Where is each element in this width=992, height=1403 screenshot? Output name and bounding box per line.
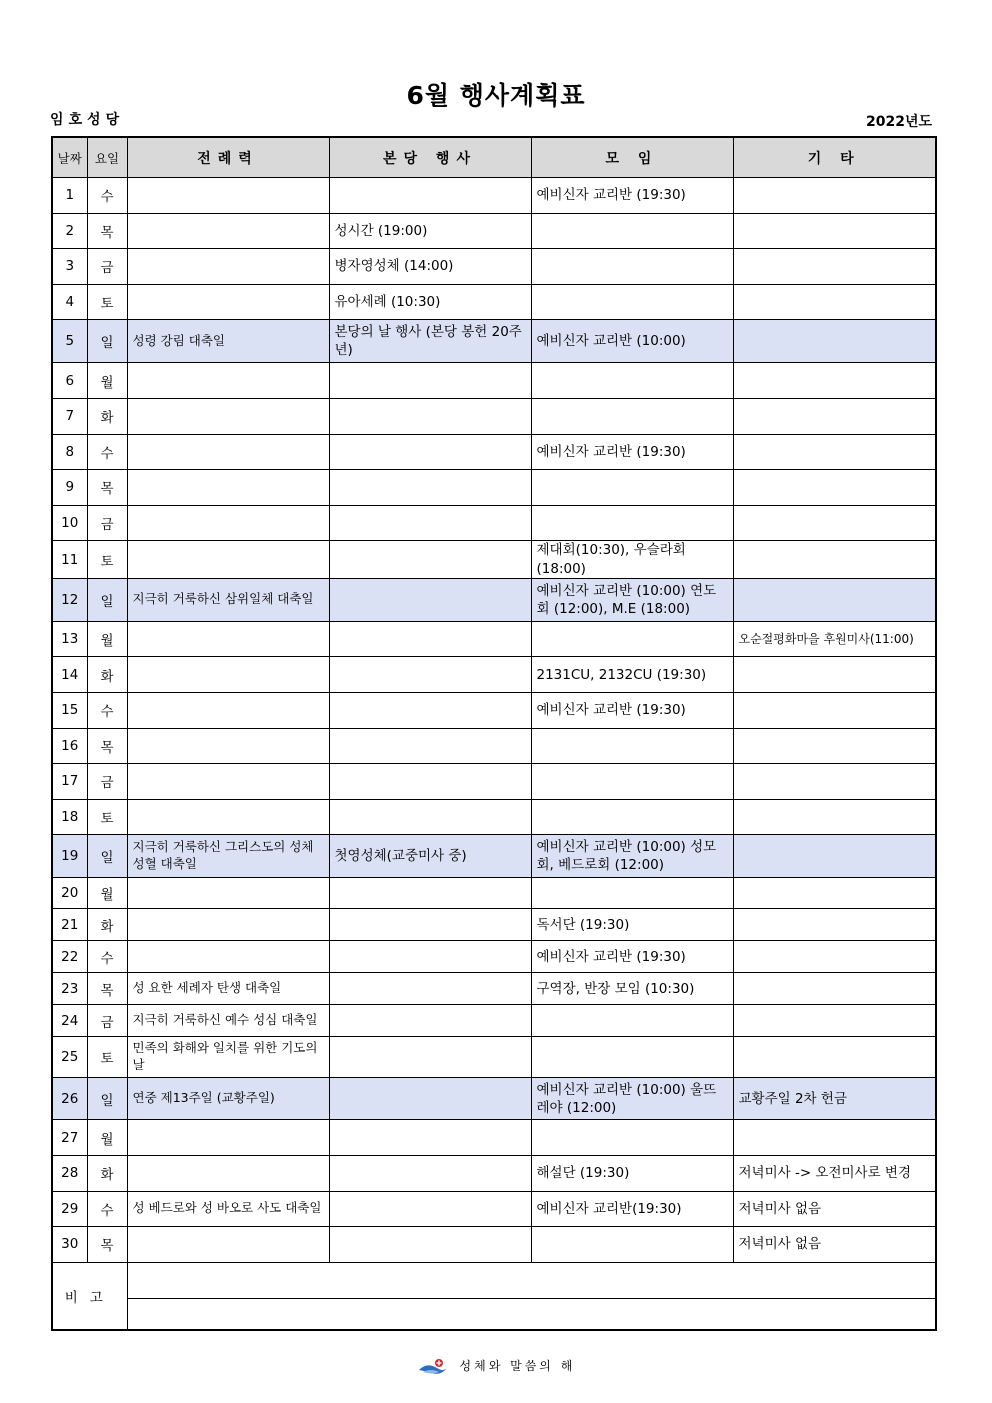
cell-liturgy: 성 베드로와 성 바오로 사도 대축일 [127, 1191, 329, 1227]
cell-dow: 수 [87, 434, 127, 470]
cell-event: 유아세례 (10:30) [329, 284, 531, 320]
cell-other: 오순절평화마을 후원미사(11:00) [733, 621, 936, 657]
cell-dow: 화 [87, 1155, 127, 1191]
table-row [52, 692, 936, 728]
cell-meeting: 제대회(10:30), 우슬라회(18:00) [531, 541, 733, 578]
cell-dow: 토 [87, 541, 127, 578]
cell-date: 16 [52, 728, 87, 764]
table-row [52, 909, 936, 941]
cell-date: 18 [52, 799, 87, 835]
cell-dow: 월 [87, 363, 127, 399]
table-row [52, 363, 936, 399]
cell-dow: 일 [87, 835, 127, 878]
cell-date: 6 [52, 363, 87, 399]
table-row [52, 621, 936, 657]
table-body [52, 178, 936, 1263]
table-row [52, 284, 936, 320]
cell-liturgy: 성령 강림 대축일 [127, 320, 329, 363]
cell-other [733, 657, 936, 693]
cell-date: 11 [52, 541, 87, 578]
cell-date: 29 [52, 1191, 87, 1227]
table-row [52, 541, 936, 578]
cell-dow: 금 [87, 1005, 127, 1037]
cell-date: 27 [52, 1120, 87, 1156]
cell-meeting: 2131CU, 2132CU (19:30) [531, 657, 733, 693]
remarks-line-1 [127, 1262, 936, 1298]
remarks-line-2 [127, 1298, 936, 1330]
cell-event [329, 692, 531, 728]
cell-meeting: 예비신자 교리반 (19:30) [531, 178, 733, 214]
cell-other [733, 878, 936, 909]
cell-meeting [531, 284, 733, 320]
cell-meeting [531, 213, 733, 249]
table-row [52, 249, 936, 285]
cell-meeting: 예비신자 교리반 (10:00) 성모회, 베드로회 (12:00) [531, 835, 733, 878]
cell-other [733, 541, 936, 578]
cell-dow: 월 [87, 878, 127, 909]
page-title: 6월 행사계획표 [406, 81, 586, 110]
cell-dow: 토 [87, 284, 127, 320]
cell-dow: 화 [87, 398, 127, 434]
cell-event [329, 878, 531, 909]
cell-liturgy [127, 284, 329, 320]
table-row [52, 657, 936, 693]
cell-liturgy [127, 1120, 329, 1156]
cell-dow: 토 [87, 799, 127, 835]
table-row [52, 1227, 936, 1263]
cell-other [733, 284, 936, 320]
cell-dow: 금 [87, 249, 127, 285]
cell-date: 2 [52, 213, 87, 249]
remarks-row-2 [52, 1298, 936, 1330]
cell-other [733, 578, 936, 621]
cell-event [329, 799, 531, 835]
cell-liturgy [127, 941, 329, 973]
cell-other [733, 799, 936, 835]
cell-other [733, 973, 936, 1005]
table-row [52, 1005, 936, 1037]
cell-event [329, 1078, 531, 1120]
cell-date: 15 [52, 692, 87, 728]
cell-dow: 화 [87, 909, 127, 941]
cell-date: 28 [52, 1155, 87, 1191]
cell-meeting [531, 764, 733, 800]
cell-dow: 월 [87, 621, 127, 657]
cell-event [329, 178, 531, 214]
cell-meeting [531, 1120, 733, 1156]
cell-other: 저녁미사 없음 [733, 1191, 936, 1227]
cell-other [733, 398, 936, 434]
cell-date: 1 [52, 178, 87, 214]
cell-meeting: 예비신자 교리반 (10:00) 연도회 (12:00), M.E (18:00) [531, 578, 733, 621]
cell-liturgy [127, 470, 329, 506]
cell-other [733, 835, 936, 878]
table-row [52, 505, 936, 541]
cell-dow: 금 [87, 505, 127, 541]
table-row [52, 878, 936, 909]
table-row [52, 470, 936, 506]
cell-event [329, 505, 531, 541]
cell-other [733, 1005, 936, 1037]
cell-liturgy [127, 505, 329, 541]
cell-liturgy: 성 요한 세례자 탄생 대축일 [127, 973, 329, 1005]
cell-dow: 목 [87, 470, 127, 506]
cell-date: 19 [52, 835, 87, 878]
cell-date: 17 [52, 764, 87, 800]
cell-other [733, 249, 936, 285]
cell-liturgy: 민족의 화해와 일치를 위한 기도의 날 [127, 1037, 329, 1078]
cell-liturgy [127, 728, 329, 764]
header-liturgy: 전례력 [127, 137, 329, 178]
cell-liturgy [127, 621, 329, 657]
cell-dow: 금 [87, 764, 127, 800]
cell-date: 14 [52, 657, 87, 693]
cell-date: 21 [52, 909, 87, 941]
cell-liturgy [127, 213, 329, 249]
cell-other [733, 692, 936, 728]
cell-event [329, 1227, 531, 1263]
cell-meeting [531, 621, 733, 657]
event-plan-table [51, 136, 937, 1331]
table-row [52, 1078, 936, 1120]
cell-liturgy [127, 764, 329, 800]
cell-liturgy [127, 909, 329, 941]
cell-other [733, 213, 936, 249]
cell-meeting: 독서단 (19:30) [531, 909, 733, 941]
cell-dow: 화 [87, 657, 127, 693]
cell-dow: 일 [87, 320, 127, 363]
cell-event [329, 764, 531, 800]
table-row [52, 1191, 936, 1227]
cell-other [733, 1037, 936, 1078]
parish-name: 임호성당 [50, 112, 125, 128]
cell-meeting: 예비신자 교리반 (10:00) [531, 320, 733, 363]
cell-other: 저녁미사 -> 오전미사로 변경 [733, 1155, 936, 1191]
cell-event [329, 1120, 531, 1156]
cell-meeting: 예비신자 교리반 (19:30) [531, 941, 733, 973]
cell-other [733, 764, 936, 800]
cell-meeting [531, 470, 733, 506]
cell-liturgy [127, 799, 329, 835]
cell-meeting [531, 1227, 733, 1263]
cell-meeting [531, 799, 733, 835]
cell-event [329, 657, 531, 693]
cell-other [733, 1120, 936, 1156]
cell-dow: 목 [87, 213, 127, 249]
remarks-label: 비고 [52, 1262, 127, 1330]
cell-meeting [531, 1037, 733, 1078]
cell-dow: 일 [87, 578, 127, 621]
cell-liturgy [127, 398, 329, 434]
cell-dow: 수 [87, 1191, 127, 1227]
table-row [52, 728, 936, 764]
cell-other [733, 728, 936, 764]
cell-liturgy [127, 1227, 329, 1263]
cell-event [329, 470, 531, 506]
cell-meeting [531, 363, 733, 399]
table-row [52, 1155, 936, 1191]
cell-dow: 수 [87, 178, 127, 214]
cell-event [329, 1191, 531, 1227]
table-row [52, 398, 936, 434]
cell-liturgy: 지극히 거룩하신 예수 성심 대축일 [127, 1005, 329, 1037]
cell-liturgy: 지극히 거룩하신 그리스도의 성체 성혈 대축일 [127, 835, 329, 878]
cell-liturgy [127, 249, 329, 285]
header-meetings: 모 임 [531, 137, 733, 178]
cell-other [733, 320, 936, 363]
cell-event: 첫영성체(교중미사 중) [329, 835, 531, 878]
cell-event: 성시간 (19:00) [329, 213, 531, 249]
year-label: 2022년도 [865, 114, 932, 130]
cell-other [733, 363, 936, 399]
cell-event [329, 541, 531, 578]
cell-meeting [531, 505, 733, 541]
table-row [52, 178, 936, 214]
cell-event: 병자영성체 (14:00) [329, 249, 531, 285]
cell-meeting: 해설단 (19:30) [531, 1155, 733, 1191]
cell-liturgy [127, 692, 329, 728]
cell-dow: 목 [87, 728, 127, 764]
cell-event [329, 434, 531, 470]
cell-event [329, 909, 531, 941]
cell-dow: 월 [87, 1120, 127, 1156]
footer [0, 1357, 992, 1376]
table-row [52, 578, 936, 621]
cell-date: 10 [52, 505, 87, 541]
table-row [52, 764, 936, 800]
cell-dow: 수 [87, 941, 127, 973]
cell-liturgy [127, 363, 329, 399]
header-events: 본당 행사 [329, 137, 531, 178]
cell-event [329, 1037, 531, 1078]
cell-liturgy [127, 657, 329, 693]
header-date: 날짜 [52, 137, 87, 178]
cell-event [329, 973, 531, 1005]
cell-meeting: 예비신자 교리반 (19:30) [531, 692, 733, 728]
cell-date: 24 [52, 1005, 87, 1037]
cell-date: 12 [52, 578, 87, 621]
header-dow: 요일 [87, 137, 127, 178]
cell-meeting: 예비신자 교리반 (10:00) 울뜨레야 (12:00) [531, 1078, 733, 1120]
cell-date: 8 [52, 434, 87, 470]
cell-liturgy: 연중 제13주일 (교황주일) [127, 1078, 329, 1120]
cell-date: 4 [52, 284, 87, 320]
table-row [52, 973, 936, 1005]
cell-dow: 수 [87, 692, 127, 728]
cell-other [733, 909, 936, 941]
cell-dow: 목 [87, 973, 127, 1005]
header-other: 기 타 [733, 137, 936, 178]
cell-liturgy [127, 541, 329, 578]
cell-event [329, 941, 531, 973]
cell-date: 20 [52, 878, 87, 909]
cell-date: 7 [52, 398, 87, 434]
table-row [52, 213, 936, 249]
table-row [52, 320, 936, 363]
cell-other: 교황주일 2차 헌금 [733, 1078, 936, 1120]
cell-meeting [531, 728, 733, 764]
table-row [52, 434, 936, 470]
cell-liturgy [127, 178, 329, 214]
cell-liturgy [127, 434, 329, 470]
cell-event [329, 398, 531, 434]
remarks-row [52, 1262, 936, 1298]
table-row [52, 835, 936, 878]
cell-meeting [531, 398, 733, 434]
cell-date: 3 [52, 249, 87, 285]
cell-date: 5 [52, 320, 87, 363]
cell-other [733, 941, 936, 973]
parish-logo-icon [417, 1358, 449, 1376]
cell-dow: 일 [87, 1078, 127, 1120]
cell-liturgy [127, 1155, 329, 1191]
cell-date: 26 [52, 1078, 87, 1120]
cell-event [329, 1005, 531, 1037]
cell-date: 22 [52, 941, 87, 973]
footer-text: 성체와 말씀의 해 [459, 1359, 576, 1373]
cell-meeting: 구역장, 반장 모임 (10:30) [531, 973, 733, 1005]
cell-event: 본당의 날 행사 (본당 봉헌 20주년) [329, 320, 531, 363]
cell-event [329, 363, 531, 399]
cell-event [329, 621, 531, 657]
cell-other [733, 470, 936, 506]
cell-dow: 목 [87, 1227, 127, 1263]
cell-date: 9 [52, 470, 87, 506]
cell-other [733, 505, 936, 541]
cell-date: 25 [52, 1037, 87, 1078]
cell-meeting [531, 249, 733, 285]
cell-date: 30 [52, 1227, 87, 1263]
cell-other: 저녁미사 없음 [733, 1227, 936, 1263]
cell-liturgy: 지극히 거룩하신 삼위일체 대축일 [127, 578, 329, 621]
cell-meeting [531, 1005, 733, 1037]
cell-meeting: 예비신자 교리반 (19:30) [531, 434, 733, 470]
cell-event [329, 578, 531, 621]
cell-date: 23 [52, 973, 87, 1005]
cell-liturgy [127, 878, 329, 909]
table-row [52, 799, 936, 835]
table-row [52, 1037, 936, 1078]
cell-other [733, 178, 936, 214]
table-header-row [52, 137, 936, 178]
cell-meeting: 예비신자 교리반(19:30) [531, 1191, 733, 1227]
cell-dow: 토 [87, 1037, 127, 1078]
table-row [52, 1120, 936, 1156]
cell-meeting [531, 878, 733, 909]
cell-event [329, 1155, 531, 1191]
cell-other [733, 434, 936, 470]
table-row [52, 941, 936, 973]
cell-date: 13 [52, 621, 87, 657]
cell-event [329, 728, 531, 764]
